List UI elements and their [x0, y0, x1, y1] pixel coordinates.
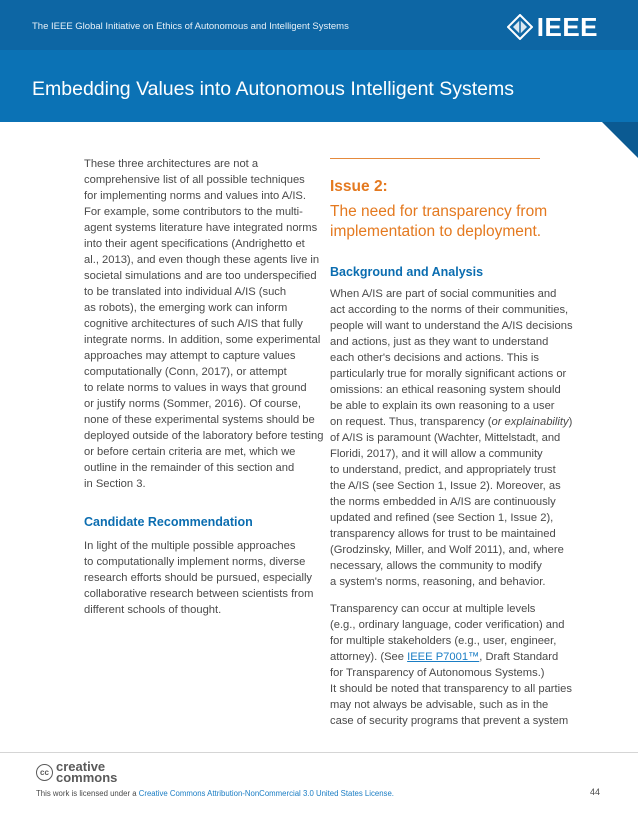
text-line: into their agent specifications (Andrighetto et — [84, 238, 305, 250]
orange-rule — [330, 158, 540, 159]
text-line: deployed outside of the laboratory before testing — [84, 430, 324, 442]
text-segment: , Draft Standard — [479, 651, 559, 663]
page-number: 44 — [589, 787, 600, 797]
text-line: of A/IS is paramount (Wachter, Mittelstadt, and — [330, 432, 561, 444]
text-line: to be translated into individual A/IS (such — [84, 286, 287, 298]
text-line: agent systems literature have integrated norms — [84, 222, 318, 234]
text-line: the A/IS (see Section 1, Issue 2). Moreover, as — [330, 480, 561, 492]
initiative-title: The IEEE Global Initiative on Ethics of Autonomous and Intelligent Systems — [32, 21, 349, 32]
emphasis-text: or explainability — [491, 416, 569, 428]
text-line: al., 2013), and even though these agents live in — [84, 254, 320, 266]
text-line — [330, 414, 573, 430]
text-line: research efforts should be pursued, especially — [84, 572, 313, 584]
corner-decoration — [602, 122, 638, 158]
text-line: integrate norms. In addition, some experimental — [84, 334, 321, 346]
text-line: necessary, allows the community to modify — [330, 560, 542, 572]
ieee-p7001-link[interactable]: IEEE P7001™ — [407, 651, 480, 663]
text-line: and actions, just as they want to understand — [330, 336, 549, 348]
text-line: For example, some contributors to the multi- — [84, 206, 303, 218]
text-line: be able to explain its own reasoning to a user — [330, 400, 555, 412]
text-line: It should be noted that transparency to all parties — [330, 683, 572, 695]
text-line: In light of the multiple possible approaches — [84, 540, 296, 552]
text-line: cognitive architectures of such A/IS that fully — [84, 318, 303, 330]
text-line: to computationally implement norms, diverse — [84, 556, 306, 568]
text-line: people will want to understand the A/IS decisions — [330, 320, 573, 332]
left-column — [84, 156, 324, 618]
text-line: (Grodzinsky, Miller, and Wolf 2011), and, where — [330, 544, 564, 556]
text-line: or before certain criteria are met, which we — [84, 446, 296, 458]
text-line: These three architectures are not a — [84, 158, 259, 170]
text-line: each other's decisions and actions. This is — [330, 352, 540, 364]
header-bar — [0, 0, 638, 122]
text-line: to relate norms to values in ways that ground — [84, 382, 307, 394]
text-line: collaborative research between scientists from — [84, 588, 314, 600]
creative-commons-logo — [36, 760, 117, 784]
text-line: societal simulations and are too underspecified — [84, 270, 317, 282]
text-segment: attorney). (See — [330, 651, 408, 663]
text-line: for implementing norms and values into A/IS. — [84, 190, 306, 202]
header-top-band — [0, 0, 638, 50]
page-title: Embedding Values into Autonomous Intelligent Systems — [32, 78, 515, 100]
recommendation-paragraph — [84, 538, 314, 618]
text-segment: ) — [568, 416, 573, 428]
text-line: approaches may attempt to capture values — [84, 350, 296, 362]
text-line: in Section 3. — [84, 478, 146, 490]
text-line: as robots), the emerging work can inform — [84, 302, 288, 314]
text-line: updated and refined (see Section 1, Issue 2), — [330, 512, 554, 524]
text-line: Floridi, 2017), and it will allow a community — [330, 448, 543, 460]
text-line: different schools of thought. — [84, 604, 222, 616]
right-column — [330, 158, 573, 729]
text-line: the norms embedded in A/IS are continuously — [330, 496, 556, 508]
text-line: outline in the remainder of this section and — [84, 462, 295, 474]
issue-title-line: The need for transparency from — [330, 203, 548, 220]
text-line: When A/IS are part of social communities and — [330, 288, 557, 300]
text-line: act according to the norms of their communities, — [330, 304, 569, 316]
cc-word-commons: commons — [56, 770, 118, 785]
background-heading: Background and Analysis — [330, 265, 484, 279]
text-line: case of security programs that prevent a system — [330, 715, 569, 727]
text-segment: on request. Thus, transparency ( — [330, 416, 492, 428]
ieee-logo-text: IEEE — [536, 11, 598, 42]
text-line: may not always be advisable, such as in the — [330, 699, 549, 711]
cc-word-creative: creative — [56, 759, 106, 774]
background-paragraph — [330, 286, 573, 590]
license-notice — [36, 789, 394, 798]
candidate-recommendation-heading: Candidate Recommendation — [84, 515, 253, 529]
license-link[interactable]: Creative Commons Attribution-NonCommercial 3.0 United States License. — [138, 789, 394, 798]
text-line: omissions: an ethical reasoning system should — [330, 384, 561, 396]
footer-divider — [0, 752, 638, 753]
text-line: for Transparency of Autonomous Systems.) — [330, 667, 545, 679]
text-line: or justify norms (Sommer, 2016). Of course, — [84, 398, 301, 410]
cc-icon: cc — [36, 764, 53, 781]
issue-title-line: implementation to deployment. — [330, 223, 542, 240]
ieee-diamond-icon — [507, 14, 533, 40]
text-line: (e.g., ordinary language, coder verification) and — [330, 619, 565, 631]
text-line: for multiple stakeholders (e.g., user, engineer, — [330, 635, 557, 647]
text-line — [330, 649, 559, 665]
ieee-logo — [507, 13, 598, 41]
text-line: none of these experimental systems should be — [84, 414, 315, 426]
text-line: Transparency can occur at multiple levels — [330, 603, 536, 615]
text-line: computationally (Conn, 2017), or attempt — [84, 366, 287, 378]
text-line: to understand, predict, and appropriately trust — [330, 464, 556, 476]
text-line: a system's norms, reasoning, and behavior. — [330, 576, 546, 588]
license-prefix: This work is licensed under a — [36, 789, 139, 798]
text-line: transparency allows for trust to be maintained — [330, 528, 556, 540]
issue-label: Issue 2: — [330, 178, 388, 195]
text-line: comprehensive list of all possible techniques — [84, 174, 305, 186]
text-line: particularly true for morally significant actions or — [330, 368, 567, 380]
cc-wordmark — [56, 761, 117, 783]
intro-paragraph — [84, 156, 324, 492]
transparency-paragraph — [330, 601, 572, 729]
